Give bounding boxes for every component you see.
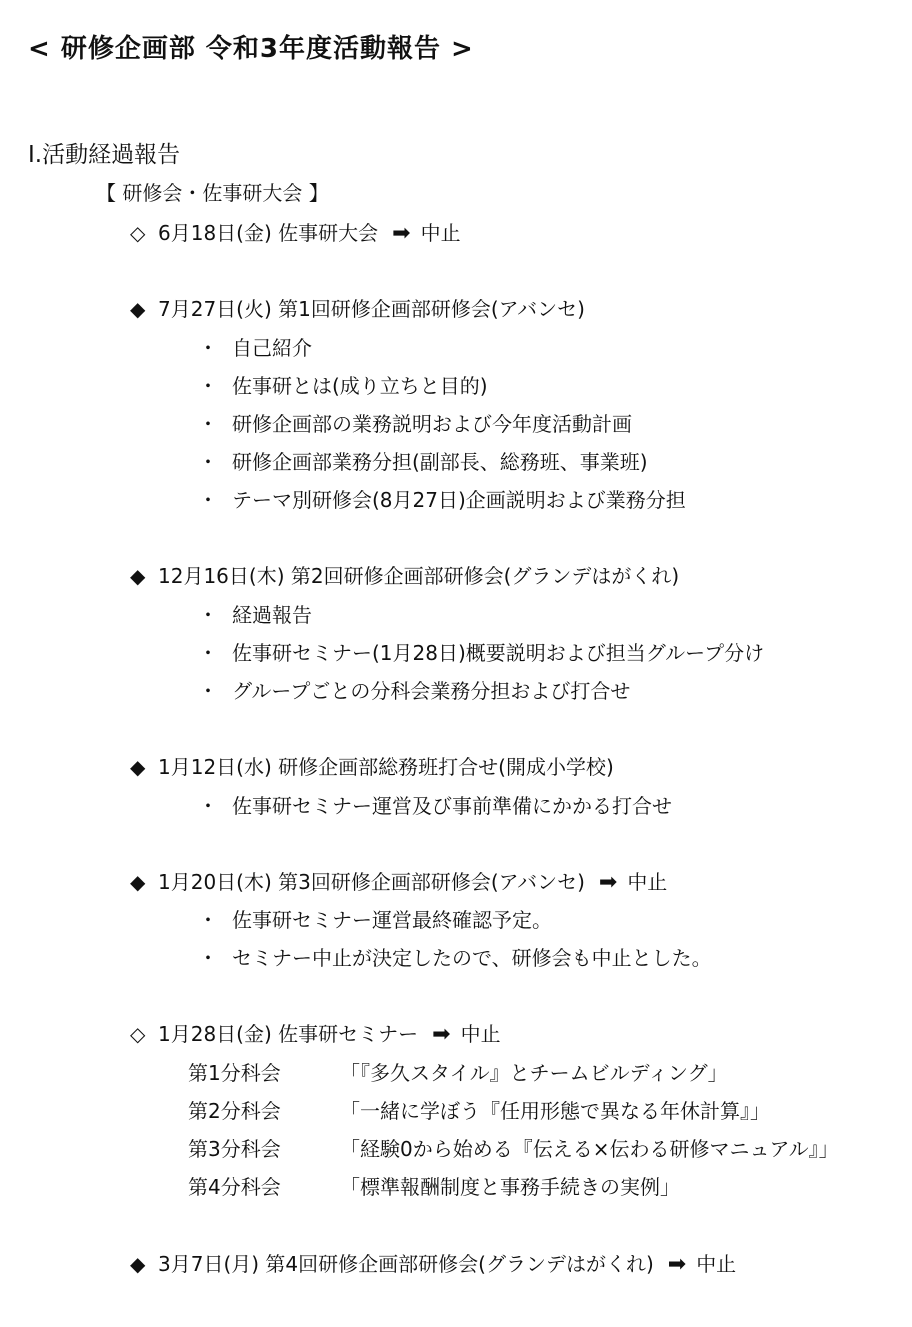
open-diamond-icon: ◇	[130, 221, 146, 245]
event-row	[130, 1254, 736, 1276]
right-arrow-icon: ➡	[667, 1252, 687, 1277]
bullet-icon: ・	[198, 679, 218, 703]
list-item: ・ 研修企画部の業務説明および今年度活動計画	[198, 412, 632, 436]
bullet-icon: ・	[198, 374, 218, 398]
event-status: 中止	[460, 1022, 501, 1046]
filled-diamond-icon: ◆	[130, 870, 146, 894]
session-row	[188, 1063, 728, 1083]
event-text: 3月7日(月) 第4回研修企画部研修会(グランデはがくれ)	[158, 1252, 654, 1276]
page-title: < 研修企画部 令和3年度活動報告 >	[28, 34, 474, 64]
event-status: 中止	[696, 1252, 737, 1276]
list-item: ・ テーマ別研修会(8月27日)企画説明および業務分担	[198, 488, 686, 512]
event-status: 中止	[627, 870, 668, 894]
open-diamond-icon: ◇	[130, 1022, 146, 1046]
bullet-icon: ・	[198, 412, 218, 436]
session-row	[188, 1177, 680, 1197]
event-row	[130, 299, 585, 319]
bullet-icon: ・	[198, 450, 218, 474]
filled-diamond-icon: ◆	[130, 297, 146, 321]
event-status: 中止	[420, 221, 461, 245]
session-row	[188, 1101, 770, 1121]
session-name: 第3分科会	[188, 1137, 281, 1161]
event-text: 1月12日(水) 研修企画部総務班打合せ(開成小学校)	[158, 755, 614, 779]
bullet-icon: ・	[198, 946, 218, 970]
bullet-icon: ・	[198, 336, 218, 360]
session-name: 第2分科会	[188, 1099, 281, 1123]
event-text: 6月18日(金) 佐事研大会	[158, 221, 379, 245]
event-row	[130, 757, 614, 777]
bullet-icon: ・	[198, 488, 218, 512]
bullet-icon: ・	[198, 908, 218, 932]
section-heading: Ⅰ.活動経過報告	[28, 142, 181, 168]
event-row	[130, 566, 679, 586]
subsection-heading: 【 研修会・佐事研大会 】	[96, 181, 329, 205]
right-arrow-icon: ➡	[432, 1022, 451, 1047]
bullet-icon: ・	[198, 603, 218, 627]
list-item: ・ 自己紹介	[198, 336, 312, 360]
filled-diamond-icon: ◆	[130, 755, 146, 779]
session-topic: 「一緒に学ぼう『任用形態で異なる年休計算』」	[340, 1099, 770, 1123]
right-arrow-icon: ➡	[392, 221, 411, 246]
session-topic: 「経験0から始める『伝える×伝わる研修マニュアル』」	[340, 1137, 839, 1161]
filled-diamond-icon: ◆	[130, 564, 146, 588]
event-text: 1月20日(木) 第3回研修企画部研修会(アバンセ)	[158, 870, 585, 894]
event-row	[130, 1024, 501, 1046]
list-item: ・ 佐事研セミナー運営及び事前準備にかかる打合せ	[198, 794, 672, 818]
event-row	[130, 872, 667, 894]
session-name: 第1分科会	[188, 1061, 281, 1085]
session-topic: 「標準報酬制度と事務手続きの実例」	[340, 1175, 680, 1199]
list-item: ・ 佐事研セミナー(1月28日)概要説明および担当グループ分け	[198, 641, 765, 665]
session-name: 第4分科会	[188, 1175, 281, 1199]
session-row	[188, 1139, 839, 1159]
list-item: ・ 経過報告	[198, 603, 312, 627]
list-item: ・ グループごとの分科会業務分担および打合せ	[198, 679, 631, 703]
list-item: ・ セミナー中止が決定したので、研修会も中止とした。	[198, 946, 712, 970]
right-arrow-icon: ➡	[598, 870, 618, 895]
list-item: ・ 研修企画部業務分担(副部長、総務班、事業班)	[198, 450, 648, 474]
bullet-icon: ・	[198, 794, 218, 818]
event-row	[130, 223, 461, 245]
list-item: ・ 佐事研セミナー運営最終確認予定。	[198, 908, 552, 932]
event-text: 12月16日(木) 第2回研修企画部研修会(グランデはがくれ)	[158, 564, 680, 588]
bullet-icon: ・	[198, 641, 218, 665]
list-item: ・ 佐事研とは(成り立ちと目的)	[198, 374, 488, 398]
event-text: 1月28日(金) 佐事研セミナー	[158, 1022, 419, 1046]
filled-diamond-icon: ◆	[130, 1252, 146, 1276]
event-text: 7月27日(火) 第1回研修企画部研修会(アバンセ)	[158, 297, 585, 321]
session-topic: 「『多久スタイル』とチームビルディング」	[340, 1061, 728, 1085]
